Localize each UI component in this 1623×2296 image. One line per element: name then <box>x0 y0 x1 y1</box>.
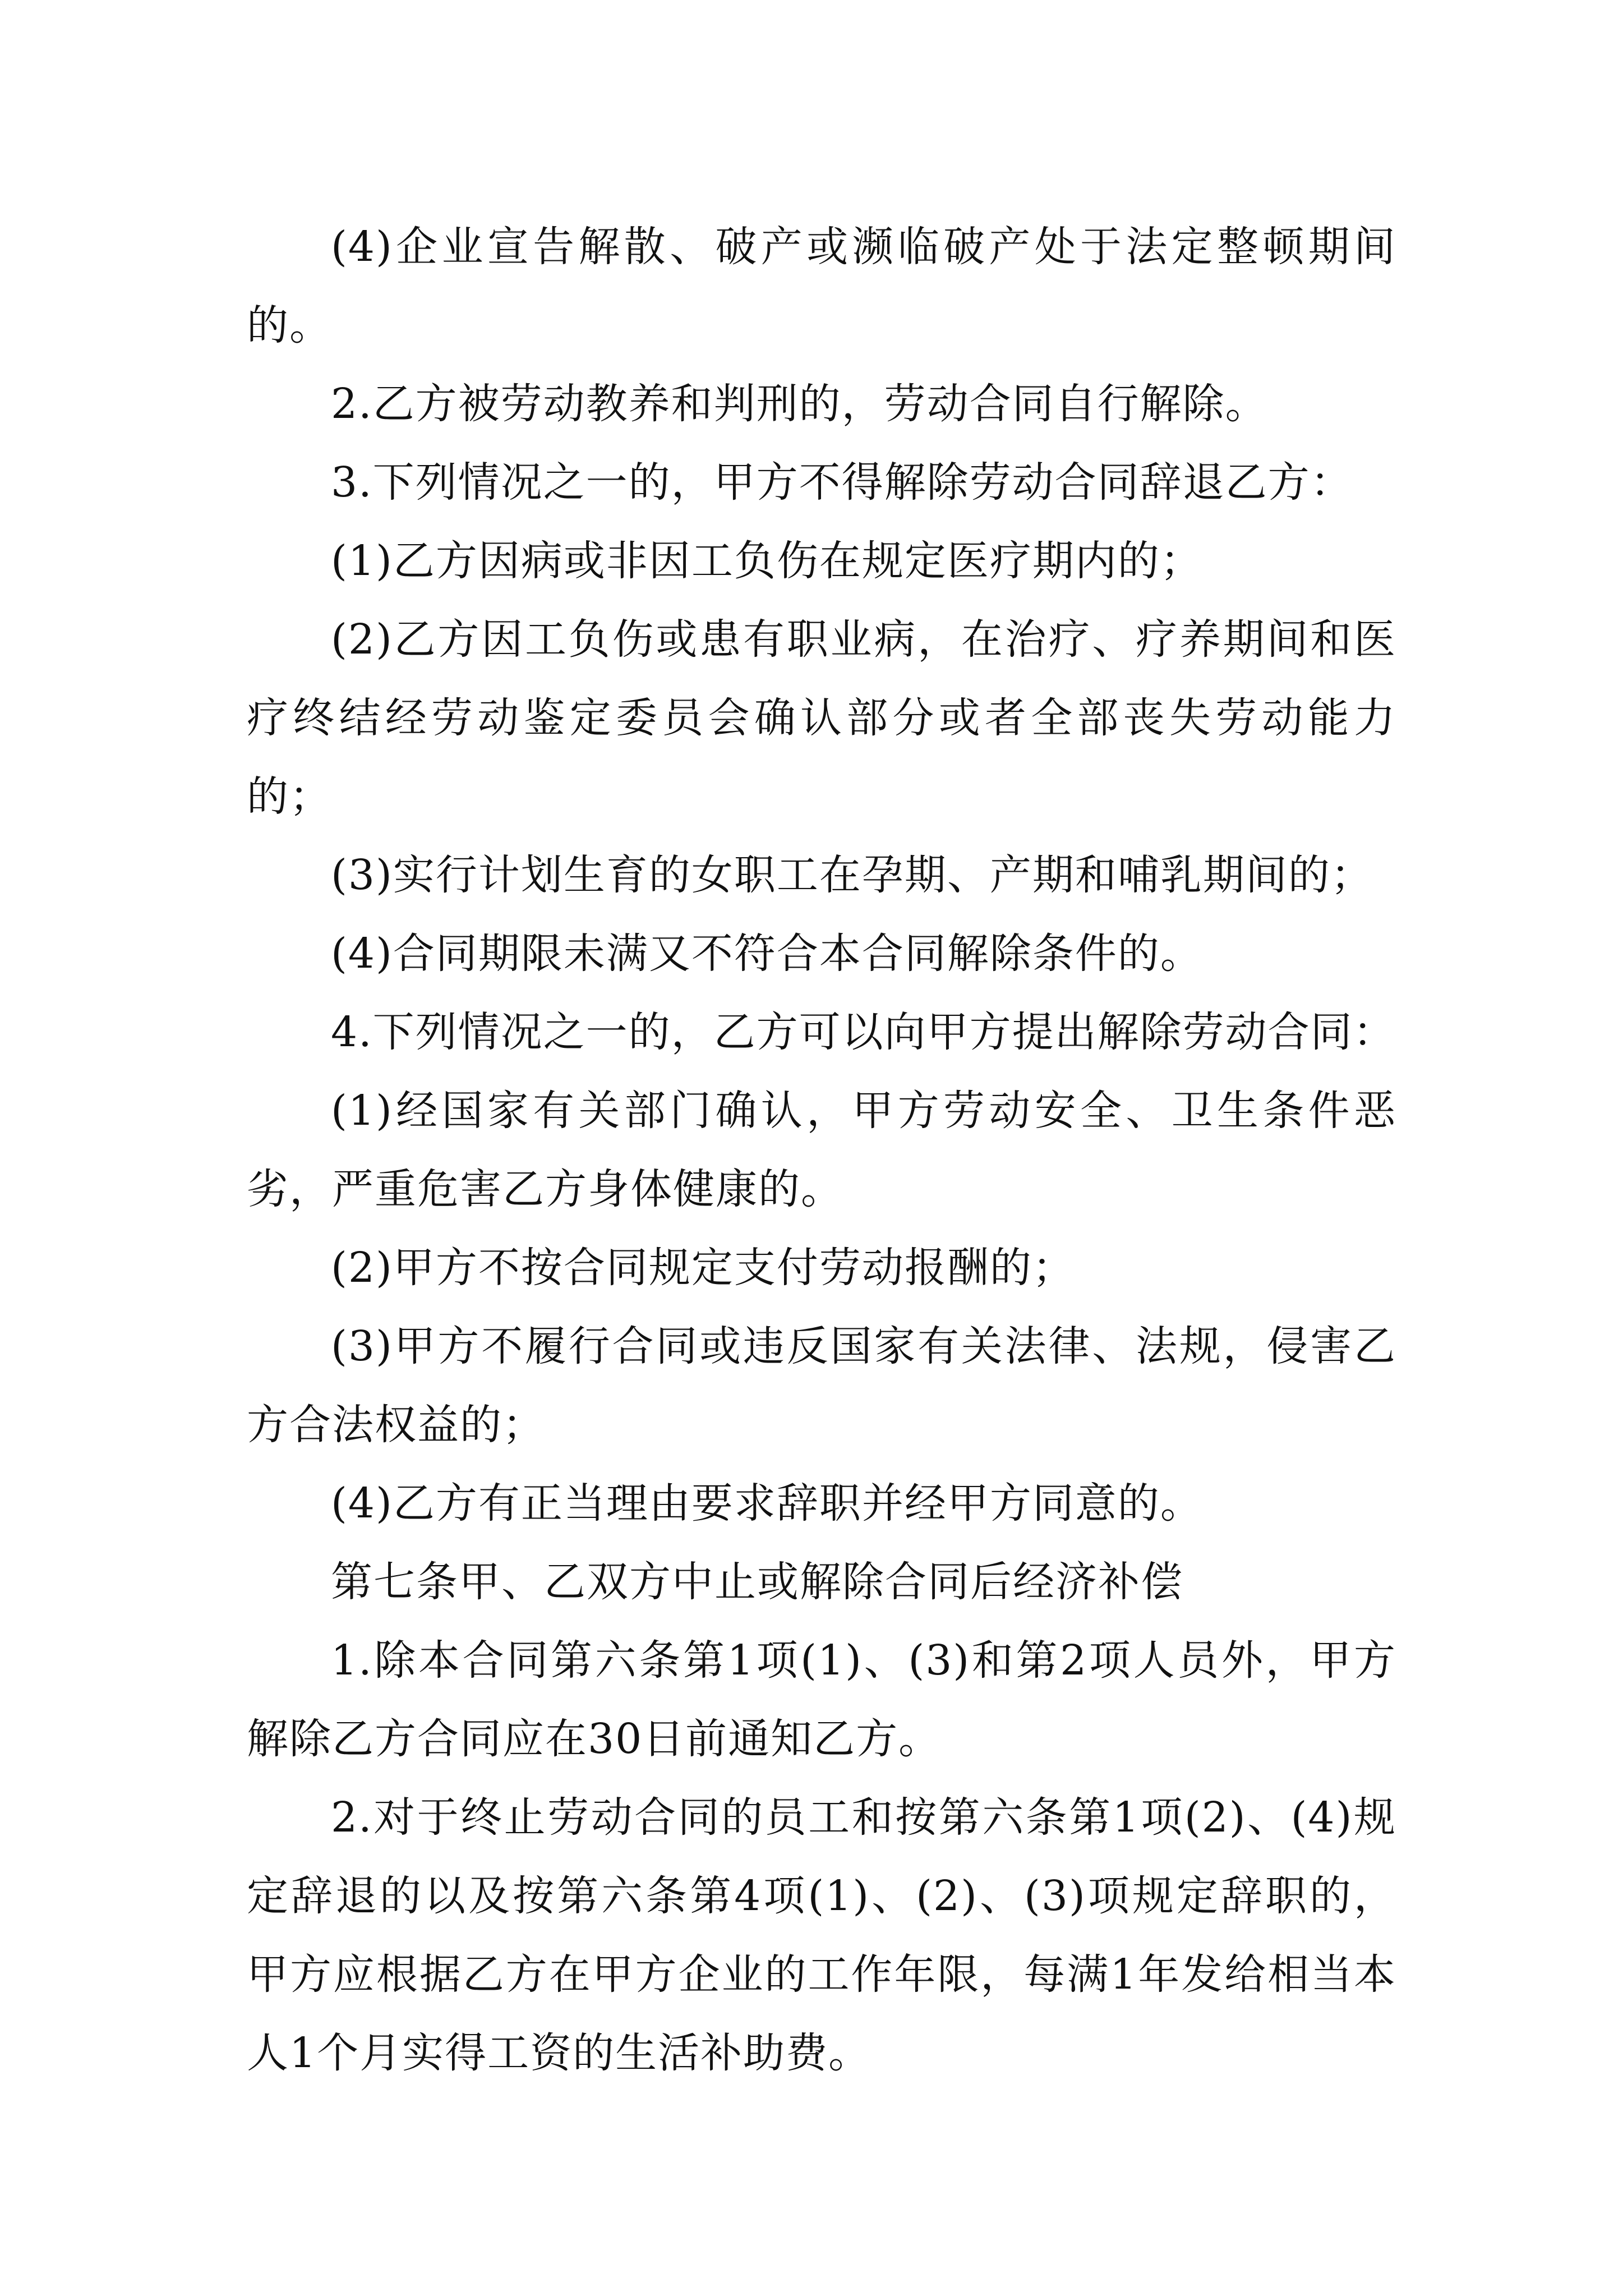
paragraph: 2.对于终止劳动合同的员工和按第六条第1项(2)、(4)规定辞退的以及按第六条第4项(1)、(2)、(3)项规定辞职的，甲方应根据乙方在甲方企业的工作年限，每满1年发给相当本人1个月实得工资的生活补助费。 <box>247 1793 1396 2077</box>
paragraph: (4)乙方有正当理由要求辞职并经甲方同意的。 <box>331 1479 1203 1527</box>
paragraph: (1)乙方因病或非因工负伤在规定医疗期内的； <box>331 537 1203 585</box>
paragraph: (2)甲方不按合同规定支付劳动报酬的； <box>331 1244 1075 1292</box>
section-heading: 第七条甲、乙双方中止或解除合同后经济补偿 <box>331 1558 1183 1606</box>
paragraph: (3)甲方不履行合同或违反国家有关法律、法规，侵害乙方合法权益的； <box>247 1322 1396 1449</box>
paragraph: (2)乙方因工负伤或患有职业病，在治疗、疗养期间和医疗终结经劳动鉴定委员会确认部分或者全部丧失劳动能力的； <box>247 615 1396 821</box>
paragraph: (1)经国家有关部门确认，甲方劳动安全、卫生条件恶劣，严重危害乙方身体健康的。 <box>247 1087 1396 1213</box>
paragraph: (4)企业宣告解散、破产或濒临破产处于法定整顿期间的。 <box>247 223 1396 349</box>
paragraph: 2.乙方被劳动教养和判刑的，劳动合同自行解除。 <box>331 380 1268 428</box>
paragraph: 4.下列情况之一的，乙方可以向甲方提出解除劳动合同： <box>331 1008 1396 1056</box>
paragraph: 3.下列情况之一的，甲方不得解除劳动合同辞退乙方： <box>331 458 1353 507</box>
paragraph: (3)实行计划生育的女职工在孕期、产期和哺乳期间的； <box>331 851 1373 899</box>
document-body <box>247 208 1396 2092</box>
paragraph: 1.除本合同第六条第1项(1)、(3)和第2项人员外，甲方解除乙方合同应在30日前通知乙方。 <box>247 1636 1396 1763</box>
paragraph: (4)合同期限未满又不符合本合同解除条件的。 <box>331 930 1203 978</box>
